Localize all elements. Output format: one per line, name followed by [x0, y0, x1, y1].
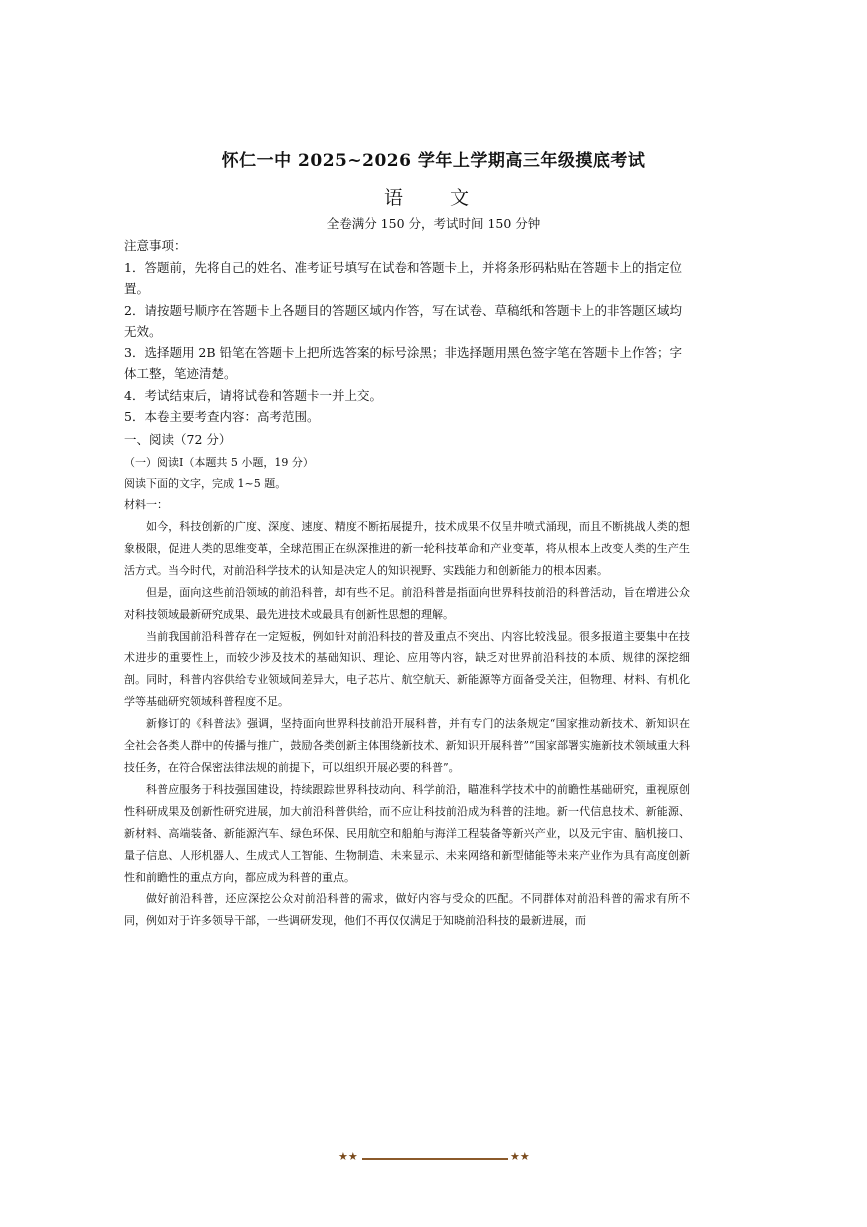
- material-label: 材料一：: [124, 498, 168, 511]
- note-item: 3．选择题用 2B 铅笔在答题卡上把所选答案的标号涂黑；非选择题用黑色签字笔在答题卡上作答；字体工整，笔迹清楚。: [124, 345, 683, 382]
- question-instruction: 阅读下面的文字，完成 1~5 题。: [124, 477, 287, 490]
- note-item: 1．答题前，先将自己的姓名、准考证号填写在试卷和答题卡上，并将条形码粘贴在答题卡上的指定位置。: [124, 260, 682, 297]
- question-heading: （一）阅读Ⅰ（本题共 5 小题，19 分）: [124, 456, 314, 469]
- subject-title: 语 文: [383, 187, 483, 209]
- note-item: 5．本卷主要考查内容：高考范围。: [124, 409, 320, 425]
- passage-paragraph: 如今，科技创新的广度、深度、速度、精度不断拓展提升，技术成果不仅呈井喷式涌现，而且不断挑战人类的想象极限，促进人类的思维变革，全球范围正在纵深推进的新一轮科技革命和产业变革，将从根本上改变人类的生产生活方式。当今时代，对前沿科学技术的认知是决定人的知识视野、实践能力和创新能力的根本因素。: [124, 520, 690, 577]
- passage-paragraph: 但是，面向这些前沿领域的前沿科普，却有些不足。前沿科普是指面向世界科技前沿的科普活动，旨在增进公众对科技领域最新研究成果、最先进技术或最具有创新性思想的理解。: [124, 585, 690, 621]
- notes-list: [124, 257, 690, 427]
- exam-info: 全卷满分 150 分，考试时间 150 分钟: [326, 216, 541, 231]
- star-icon: ★★: [510, 1150, 530, 1163]
- exam-title: 怀仁一中 2025~2026 学年上学期高三年级摸底考试: [221, 151, 646, 171]
- footer-ornament: [338, 1151, 532, 1167]
- passage: [124, 516, 690, 932]
- footer-divider: [362, 1158, 508, 1160]
- note-item: 2．请按题号顺序在答题卡上各题目的答题区域内作答，写在试卷、草稿纸和答题卡上的非答题区域均无效。: [124, 302, 682, 339]
- notes-heading: 注意事项：: [124, 238, 187, 253]
- star-icon: ★★: [338, 1150, 358, 1163]
- passage-paragraph: 当前我国前沿科普存在一定短板，例如针对前沿科技的普及重点不突出、内容比较浅显。很多报道主要集中在技术进步的重要性上，而较少涉及技术的基础知识、理论、应用等内容，缺乏对世界前沿科技的本质、规律的深挖细剖。同时，科普内容供给专业领域间差异大，电子芯片、航空航天、新能源等方面备受关注，但物理、材料、有机化学等基础研究领域科普程度不足。: [124, 629, 690, 709]
- passage-paragraph: 新修订的《科普法》强调，坚持面向世界科技前沿开展科普，并有专门的法条规定“国家推动新技术、新知识在全社会各类人群中的传播与推广，鼓励各类创新主体围绕新技术、新知识开展科普”“国家部署实施新技术领域重大科技任务，在符合保密法律法规的前提下，可以组织开展必要的科普”。: [124, 717, 690, 774]
- passage-paragraph: 做好前沿科普，还应深挖公众对前沿科普的需求，做好内容与受众的匹配。不同群体对前沿科普的需求有所不同，例如对于许多领导干部，一些调研发现，他们不再仅仅满足于知晓前沿科技的最新进展，而: [124, 892, 690, 928]
- section-heading: 一、阅读（72 分）: [124, 432, 232, 447]
- passage-paragraph: 科普应服务于科技强国建设，持续跟踪世界科技动向、科学前沿，瞄准科学技术中的前瞻性基础研究，重视原创性科研成果及创新性研究进展，加大前沿科普供给，而不应让科技前沿成为科普的洼地。新一代信息技术、新能源、新材料、高端装备、新能源汽车、绿色环保、民用航空和船舶与海洋工程装备等新兴产业，以及元宇宙、脑机接口、量子信息、人形机器人、生成式人工智能、生物制造、未来显示、未来网络和新型储能等未来产业作为具有高度创新性和前瞻性的重点方向，都应成为科普的重点。: [124, 782, 690, 884]
- note-item: 4．考试结束后，请将试卷和答题卡一并上交。: [124, 387, 382, 403]
